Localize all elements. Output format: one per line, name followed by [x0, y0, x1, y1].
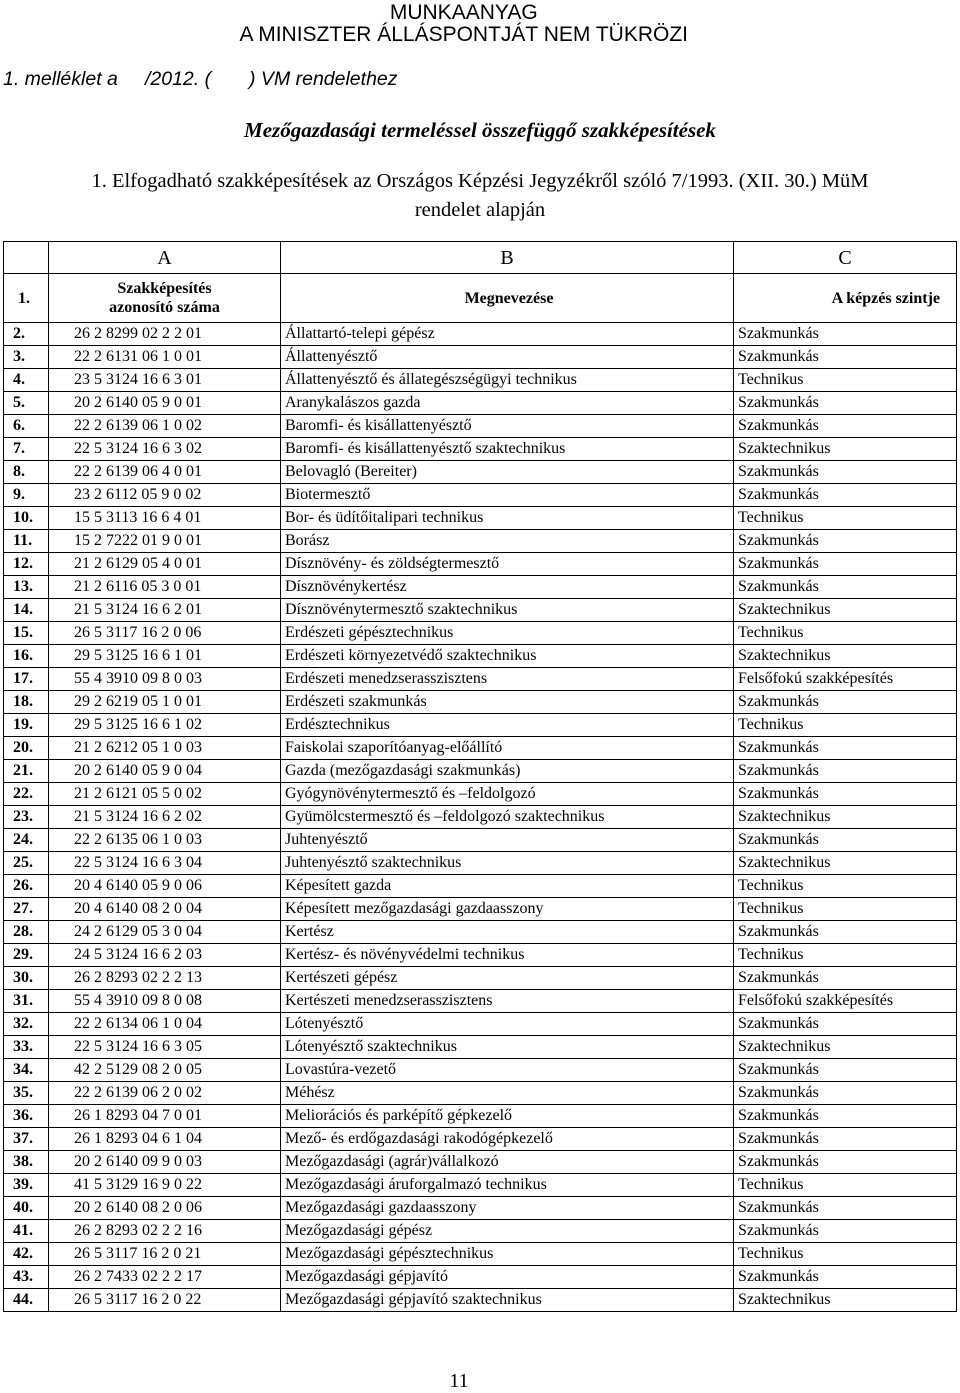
- row-number: 8.: [4, 461, 49, 484]
- row-number: 41.: [4, 1220, 49, 1243]
- row-number: 18.: [4, 691, 49, 714]
- qualification-code: 20 4 6140 08 2 0 04: [49, 898, 281, 921]
- qualification-code: 26 5 3117 16 2 0 06: [49, 622, 281, 645]
- table-row: [4, 806, 957, 829]
- table-row: [4, 415, 957, 438]
- qualification-name: Mezőgazdasági gépésztechnikus: [281, 1243, 734, 1266]
- qualification-name: Kertészeti gépész: [281, 967, 734, 990]
- qualification-name: Mezőgazdasági áruforgalmazó technikus: [281, 1174, 734, 1197]
- qualification-code: 22 2 6135 06 1 0 03: [49, 829, 281, 852]
- table-row: [4, 438, 957, 461]
- qualification-name: Kertész- és növényvédelmi technikus: [281, 944, 734, 967]
- section-title: [0, 167, 960, 225]
- training-level: Szakmunkás: [734, 691, 957, 714]
- row-number: 28.: [4, 921, 49, 944]
- table-row: [4, 645, 957, 668]
- table-row: [4, 921, 957, 944]
- table-row: [4, 369, 957, 392]
- qualification-code: 26 5 3117 16 2 0 21: [49, 1243, 281, 1266]
- qualification-code: 24 2 6129 05 3 0 04: [49, 921, 281, 944]
- page-number: 11: [449, 1370, 469, 1392]
- table-row: [4, 737, 957, 760]
- qualification-name: Gyümölcstermesztő és –feldolgozó szaktechnikus: [281, 806, 734, 829]
- qualification-code: 29 5 3125 16 6 1 02: [49, 714, 281, 737]
- row-number: 20.: [4, 737, 49, 760]
- table-row: [4, 576, 957, 599]
- qualification-code: 26 1 8293 04 7 0 01: [49, 1105, 281, 1128]
- table-row: [4, 484, 957, 507]
- table-row: [4, 691, 957, 714]
- row-number: 31.: [4, 990, 49, 1013]
- row-number: 10.: [4, 507, 49, 530]
- table-row: [4, 1243, 957, 1266]
- training-level: Szakmunkás: [734, 1105, 957, 1128]
- qualification-code: 29 5 3125 16 6 1 01: [49, 645, 281, 668]
- qualification-name: Erdésztechnikus: [281, 714, 734, 737]
- training-level: Szakmunkás: [734, 576, 957, 599]
- table-row: [4, 783, 957, 806]
- table-row: [4, 714, 957, 737]
- row-number: 2.: [4, 323, 49, 346]
- qualification-code: 20 4 6140 05 9 0 06: [49, 875, 281, 898]
- qualification-code: 26 2 8299 02 2 2 01: [49, 323, 281, 346]
- qualification-code: 22 2 6139 06 2 0 02: [49, 1082, 281, 1105]
- row-number: 24.: [4, 829, 49, 852]
- training-level: Szaktechnikus: [734, 1289, 957, 1312]
- training-level: Technikus: [734, 369, 957, 392]
- qualification-name: Erdészeti környezetvédő szaktechnikus: [281, 645, 734, 668]
- row-number: 39.: [4, 1174, 49, 1197]
- table-row: [4, 553, 957, 576]
- table-row: [4, 392, 957, 415]
- qualification-name: Erdészeti szakmunkás: [281, 691, 734, 714]
- row-number: 30.: [4, 967, 49, 990]
- qualification-code: 15 5 3113 16 6 4 01: [49, 507, 281, 530]
- column-letter-b: B: [281, 242, 734, 274]
- qualification-name: Mező- és erdőgazdasági rakodógépkezelő: [281, 1128, 734, 1151]
- training-level: Szakmunkás: [734, 921, 957, 944]
- row-number: 38.: [4, 1151, 49, 1174]
- qualification-name: Lótenyésztő: [281, 1013, 734, 1036]
- training-level: Szakmunkás: [734, 760, 957, 783]
- training-level: Technikus: [734, 507, 957, 530]
- row-number: 13.: [4, 576, 49, 599]
- table-row: [4, 507, 957, 530]
- training-level: Felsőfokú szakképesítés: [734, 668, 957, 691]
- training-level: Szakmunkás: [734, 484, 957, 507]
- training-level: Technikus: [734, 898, 957, 921]
- qualification-code: 26 2 7433 02 2 2 17: [49, 1266, 281, 1289]
- qualification-name: Erdészeti gépésztechnikus: [281, 622, 734, 645]
- qualification-code: 20 2 6140 05 9 0 01: [49, 392, 281, 415]
- row-number: 25.: [4, 852, 49, 875]
- row-number: 4.: [4, 369, 49, 392]
- qualification-code: 22 2 6131 06 1 0 01: [49, 346, 281, 369]
- qualification-code: 23 5 3124 16 6 3 01: [49, 369, 281, 392]
- row-number: 36.: [4, 1105, 49, 1128]
- qualification-code: 22 2 6134 06 1 0 04: [49, 1013, 281, 1036]
- column-letter-a: A: [49, 242, 281, 274]
- qualification-name: Aranykalászos gazda: [281, 392, 734, 415]
- qualification-code: 41 5 3129 16 9 0 22: [49, 1174, 281, 1197]
- row-number: 17.: [4, 668, 49, 691]
- training-level: Szakmunkás: [734, 1082, 957, 1105]
- training-level: Technikus: [734, 875, 957, 898]
- training-level: Szakmunkás: [734, 829, 957, 852]
- training-level: Szakmunkás: [734, 1266, 957, 1289]
- table-row: [4, 1197, 957, 1220]
- qualification-name: Gyógynövénytermesztő és –feldolgozó: [281, 783, 734, 806]
- training-level: Szakmunkás: [734, 783, 957, 806]
- qualification-name: Borász: [281, 530, 734, 553]
- row-number: 26.: [4, 875, 49, 898]
- qualification-code: 20 2 6140 05 9 0 04: [49, 760, 281, 783]
- table-row: [4, 829, 957, 852]
- qualification-name: Állattartó-telepi gépész: [281, 323, 734, 346]
- row-number: 9.: [4, 484, 49, 507]
- table-row: [4, 1220, 957, 1243]
- training-level: Szakmunkás: [734, 1220, 957, 1243]
- qualification-name: Mezőgazdasági gépjavító szaktechnikus: [281, 1289, 734, 1312]
- corner-cell: [4, 242, 49, 274]
- row-number: 29.: [4, 944, 49, 967]
- qualification-name: Mezőgazdasági gépjavító: [281, 1266, 734, 1289]
- training-level: Szakmunkás: [734, 1128, 957, 1151]
- training-level: Szakmunkás: [734, 553, 957, 576]
- row-number: 15.: [4, 622, 49, 645]
- training-level: Szakmunkás: [734, 1013, 957, 1036]
- table-row: [4, 1289, 957, 1312]
- qualification-code: 22 5 3124 16 6 3 04: [49, 852, 281, 875]
- qualification-name: Gazda (mezőgazdasági szakmunkás): [281, 760, 734, 783]
- table-row: [4, 898, 957, 921]
- row-number: 21.: [4, 760, 49, 783]
- qualification-code: 21 2 6212 05 1 0 03: [49, 737, 281, 760]
- training-level: Szaktechnikus: [734, 852, 957, 875]
- qualification-code: 21 2 6116 05 3 0 01: [49, 576, 281, 599]
- table-row: [4, 944, 957, 967]
- row-number: 11.: [4, 530, 49, 553]
- row-number: 22.: [4, 783, 49, 806]
- training-level: Szaktechnikus: [734, 599, 957, 622]
- training-level: Szakmunkás: [734, 346, 957, 369]
- table-row: [4, 323, 957, 346]
- table-row: [4, 668, 957, 691]
- qualification-code: 21 5 3124 16 6 2 02: [49, 806, 281, 829]
- header-row-number: 1.: [4, 274, 49, 323]
- training-level: Szakmunkás: [734, 1059, 957, 1082]
- training-level: Szakmunkás: [734, 967, 957, 990]
- table-row: [4, 461, 957, 484]
- training-level: Szakmunkás: [734, 1151, 957, 1174]
- qualification-name: Állattenyésztő: [281, 346, 734, 369]
- table-row: [4, 530, 957, 553]
- qualification-name: Biotermesztő: [281, 484, 734, 507]
- training-level: Technikus: [734, 622, 957, 645]
- column-letter-c: C: [734, 242, 957, 274]
- table-row: [4, 990, 957, 1013]
- qualification-name: Bor- és üdítőitalipari technikus: [281, 507, 734, 530]
- training-level: Technikus: [734, 1174, 957, 1197]
- header-code: [49, 274, 281, 323]
- training-level: Szaktechnikus: [734, 1036, 957, 1059]
- qualification-name: Faiskolai szaporítóanyag-előállító: [281, 737, 734, 760]
- qualification-code: 29 2 6219 05 1 0 01: [49, 691, 281, 714]
- table-row: [4, 1174, 957, 1197]
- column-header-row: [4, 274, 957, 323]
- document-title: Mezőgazdasági termeléssel összefüggő szakképesítések: [244, 118, 716, 142]
- row-number: 44.: [4, 1289, 49, 1312]
- disclaimer-label: A MINISZTER ÁLLÁSPONTJÁT NEM TÜKRÖZI: [239, 23, 688, 46]
- qualification-code: 42 2 5129 08 2 0 05: [49, 1059, 281, 1082]
- training-level: Technikus: [734, 944, 957, 967]
- qualification-name: Meliorációs és parképítő gépkezelő: [281, 1105, 734, 1128]
- qualification-name: Képesített gazda: [281, 875, 734, 898]
- qualification-name: Dísznövénytermesztő szaktechnikus: [281, 599, 734, 622]
- row-number: 12.: [4, 553, 49, 576]
- qualification-code: 20 2 6140 08 2 0 06: [49, 1197, 281, 1220]
- training-level: Szakmunkás: [734, 323, 957, 346]
- qualification-code: 22 2 6139 06 4 0 01: [49, 461, 281, 484]
- header-level: A képzés szintje: [734, 274, 957, 323]
- training-level: Szakmunkás: [734, 530, 957, 553]
- qualification-code: 15 2 7222 01 9 0 01: [49, 530, 281, 553]
- qualification-name: Mezőgazdasági gépész: [281, 1220, 734, 1243]
- row-number: 34.: [4, 1059, 49, 1082]
- qualification-name: Lótenyésztő szaktechnikus: [281, 1036, 734, 1059]
- annex-reference: 1. melléklet a /2012. ( ) VM rendelethez: [3, 68, 398, 90]
- row-number: 16.: [4, 645, 49, 668]
- draft-header: [240, 2, 688, 46]
- header-code-line-1: Szakképesítés: [117, 280, 212, 297]
- training-level: Szakmunkás: [734, 392, 957, 415]
- qualification-name: Belovagló (Bereiter): [281, 461, 734, 484]
- row-number: 14.: [4, 599, 49, 622]
- qualification-code: 55 4 3910 09 8 0 08: [49, 990, 281, 1013]
- table-row: [4, 1059, 957, 1082]
- qualification-name: Dísznövénykertész: [281, 576, 734, 599]
- table-row: [4, 1082, 957, 1105]
- qualification-name: Méhész: [281, 1082, 734, 1105]
- qualification-code: 22 5 3124 16 6 3 05: [49, 1036, 281, 1059]
- training-level: Szakmunkás: [734, 415, 957, 438]
- qualification-code: 26 2 8293 02 2 2 16: [49, 1220, 281, 1243]
- training-level: Szaktechnikus: [734, 438, 957, 461]
- qualification-name: Baromfi- és kisállattenyésztő: [281, 415, 734, 438]
- table-row: [4, 1266, 957, 1289]
- table-row: [4, 622, 957, 645]
- column-letter-row: [4, 242, 957, 274]
- qualification-code: 26 1 8293 04 6 1 04: [49, 1128, 281, 1151]
- qualification-code: 21 2 6129 05 4 0 01: [49, 553, 281, 576]
- row-number: 27.: [4, 898, 49, 921]
- table-row: [4, 1013, 957, 1036]
- qualification-name: Mezőgazdasági (agrár)vállalkozó: [281, 1151, 734, 1174]
- training-level: Felsőfokú szakképesítés: [734, 990, 957, 1013]
- row-number: 5.: [4, 392, 49, 415]
- training-level: Szakmunkás: [734, 1197, 957, 1220]
- training-level: Technikus: [734, 1243, 957, 1266]
- table-row: [4, 967, 957, 990]
- qualification-code: 22 5 3124 16 6 3 02: [49, 438, 281, 461]
- row-number: 40.: [4, 1197, 49, 1220]
- row-number: 3.: [4, 346, 49, 369]
- qualification-code: 24 5 3124 16 6 2 03: [49, 944, 281, 967]
- qualification-name: Mezőgazdasági gazdaasszony: [281, 1197, 734, 1220]
- header-name: Megnevezése: [281, 274, 734, 323]
- table-row: [4, 1105, 957, 1128]
- qualification-code: 26 5 3117 16 2 0 22: [49, 1289, 281, 1312]
- row-number: 19.: [4, 714, 49, 737]
- table-row: [4, 760, 957, 783]
- qualification-code: 20 2 6140 09 9 0 03: [49, 1151, 281, 1174]
- row-number: 37.: [4, 1128, 49, 1151]
- qualification-code: 21 2 6121 05 5 0 02: [49, 783, 281, 806]
- row-number: 6.: [4, 415, 49, 438]
- row-number: 43.: [4, 1266, 49, 1289]
- training-level: Szakmunkás: [734, 737, 957, 760]
- row-number: 35.: [4, 1082, 49, 1105]
- qualification-name: Juhtenyésztő szaktechnikus: [281, 852, 734, 875]
- qualification-name: Képesített mezőgazdasági gazdaasszony: [281, 898, 734, 921]
- draft-label: MUNKAANYAG: [389, 1, 538, 24]
- training-level: Szakmunkás: [734, 461, 957, 484]
- qualification-name: Kertészeti menedzserasszisztens: [281, 990, 734, 1013]
- table-row: [4, 1128, 957, 1151]
- table-row: [4, 1036, 957, 1059]
- header-code-line-2: azonosító száma: [109, 299, 220, 316]
- training-level: Szaktechnikus: [734, 806, 957, 829]
- qualification-code: 26 2 8293 02 2 2 13: [49, 967, 281, 990]
- row-number: 7.: [4, 438, 49, 461]
- table-row: [4, 875, 957, 898]
- qualification-name: Baromfi- és kisállattenyésztő szaktechnikus: [281, 438, 734, 461]
- section-title-line-1: 1. Elfogadható szakképesítések az Országos Képzési Jegyzékről szóló 7/1993. (XII. 30.) MüM: [91, 170, 869, 192]
- section-title-line-2: rendelet alapján: [414, 199, 546, 221]
- row-number: 33.: [4, 1036, 49, 1059]
- table-row: [4, 1151, 957, 1174]
- qualification-name: Kertész: [281, 921, 734, 944]
- qualification-code: 55 4 3910 09 8 0 03: [49, 668, 281, 691]
- table-row: [4, 599, 957, 622]
- qualification-name: Erdészeti menedzserasszisztens: [281, 668, 734, 691]
- row-number: 42.: [4, 1243, 49, 1266]
- qualification-name: Dísznövény- és zöldségtermesztő: [281, 553, 734, 576]
- row-number: 23.: [4, 806, 49, 829]
- training-level: Szaktechnikus: [734, 645, 957, 668]
- qualification-name: Állattenyésztő és állategészségügyi technikus: [281, 369, 734, 392]
- table-row: [4, 346, 957, 369]
- qualification-code: 23 2 6112 05 9 0 02: [49, 484, 281, 507]
- qualification-name: Lovastúra-vezető: [281, 1059, 734, 1082]
- row-number: 32.: [4, 1013, 49, 1036]
- qualification-name: Juhtenyésztő: [281, 829, 734, 852]
- qualifications-table: [3, 241, 957, 1312]
- training-level: Technikus: [734, 714, 957, 737]
- table-row: [4, 852, 957, 875]
- qualification-code: 22 2 6139 06 1 0 02: [49, 415, 281, 438]
- qualification-code: 21 5 3124 16 6 2 01: [49, 599, 281, 622]
